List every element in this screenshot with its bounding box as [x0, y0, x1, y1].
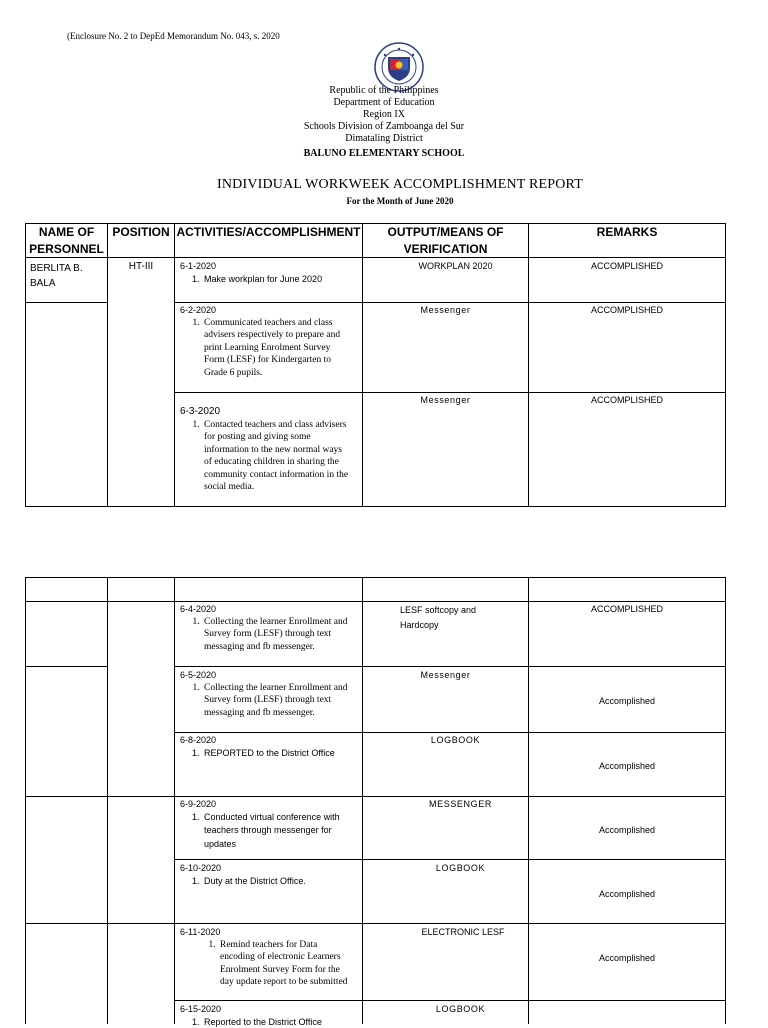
remarks-text: ACCOMPLISHED: [529, 304, 725, 317]
activity-date: 6-2-2020: [180, 304, 358, 317]
activity-text: 1. Duty at the District Office.: [202, 875, 358, 888]
header-line-1: Republic of the Philippines: [0, 85, 768, 97]
header-line-5: Dimataling District: [0, 133, 768, 145]
remarks-text: ACCOMPLISHED: [529, 394, 725, 407]
table-row: [180, 603, 358, 653]
header-line-3: Region IX: [0, 109, 768, 121]
activity-date: 6-8-2020: [180, 734, 358, 747]
activity-date: 6-5-2020: [180, 669, 358, 682]
enclosure-note: (Enclosure No. 2 to DepEd Memorandum No. 043, s. 2020: [67, 31, 280, 41]
report-subtitle: For the Month of June 2020: [0, 196, 768, 206]
remarks-text: Accomplished: [529, 760, 725, 773]
output-text: LOGBOOK: [363, 734, 548, 747]
table-row: [180, 260, 358, 285]
activity-text: 1. Make workplan for June 2020: [202, 273, 358, 286]
output-text: ELECTRONIC LESF: [363, 926, 563, 939]
header-position: POSITION: [108, 224, 174, 241]
activity-date: 6-4-2020: [180, 603, 358, 616]
remarks-text: ACCOMPLISHED: [529, 260, 725, 273]
table-row: [180, 304, 358, 379]
table-row: [180, 926, 358, 989]
activity-text: 1. Communicated teachers and class advisers respectively to prepare and print Learning Enrolment Survey Form (LESF) for Kindergarten to Grade 6 pupils.: [202, 317, 358, 380]
output-text: WORKPLAN 2020: [363, 260, 548, 273]
activity-date: 6-11-2020: [180, 926, 358, 939]
remarks-text: Accomplished: [529, 824, 725, 837]
remarks-text: Accomplished: [529, 952, 725, 965]
school-name: BALUNO ELEMENTARY SCHOOL: [0, 148, 768, 160]
output-text: Messenger: [363, 304, 528, 317]
remarks-text: Accomplished: [529, 888, 725, 901]
activity-text: 1. REPORTED to the District Office: [202, 747, 358, 760]
remarks-text: Accomplished: [529, 695, 725, 708]
activity-date: 6-1-2020: [180, 260, 358, 273]
activity-text: 1. Collecting the learner Enrollment and Survey form (LESF) through text messaging and fb messenger.: [202, 682, 358, 720]
output-text: LOGBOOK: [363, 1003, 558, 1016]
personnel-position: HT-III: [108, 261, 174, 274]
activity-text: 1. Conducted virtual conference with teachers through messenger for updates: [202, 811, 358, 852]
report-title: INDIVIDUAL WORKWEEK ACCOMPLISHMENT REPORT: [0, 177, 768, 193]
activity-text: 1. Remind teachers for Data encoding of electronic Learners Enrolment Survey Form for the day update report to be submitted: [218, 939, 358, 989]
header-name-of-personnel: NAME OF PERSONNEL: [26, 224, 107, 258]
activity-date: 6-3-2020: [180, 406, 358, 419]
activity-text: 1. Reported to the District Office: [202, 1016, 358, 1028]
header-activities: ACTIVITIES/ACCOMPLISHMENT: [175, 224, 362, 241]
activity-date: 6-10-2020: [180, 862, 358, 875]
output-text: LOGBOOK: [363, 862, 558, 875]
personnel-name: BERLITA B. BALA: [30, 261, 104, 291]
table-row: [180, 862, 358, 887]
header-line-4: Schools Division of Zamboanga del Sur: [0, 121, 768, 133]
header-output: OUTPUT/MEANS OF VERIFICATION: [363, 224, 528, 258]
output-text: Messenger: [363, 669, 528, 682]
activity-text: 1. Collecting the learner Enrollment and Survey form (LESF) through text messaging and fb messenger.: [202, 616, 358, 654]
activity-text: 1. Contacted teachers and class advisers for posting and giving some information to the new normal ways of educating children in sharing the community contact information in the social media.: [202, 419, 358, 494]
activity-date: 6-15-2020: [180, 1003, 358, 1016]
remarks-text: ACCOMPLISHED: [529, 603, 725, 616]
table-row: [180, 1003, 358, 1028]
header-remarks: REMARKS: [529, 224, 725, 241]
header-line-2: Department of Education: [0, 97, 768, 109]
table-row: [180, 734, 358, 759]
table-row: [180, 798, 358, 851]
activity-date: 6-9-2020: [180, 798, 358, 811]
output-text: Messenger: [363, 394, 528, 407]
table-row: [180, 406, 358, 494]
output-text: MESSENGER: [363, 798, 558, 811]
table-row: [180, 669, 358, 719]
output-text: LESF softcopy and Hardcopy: [400, 603, 510, 633]
